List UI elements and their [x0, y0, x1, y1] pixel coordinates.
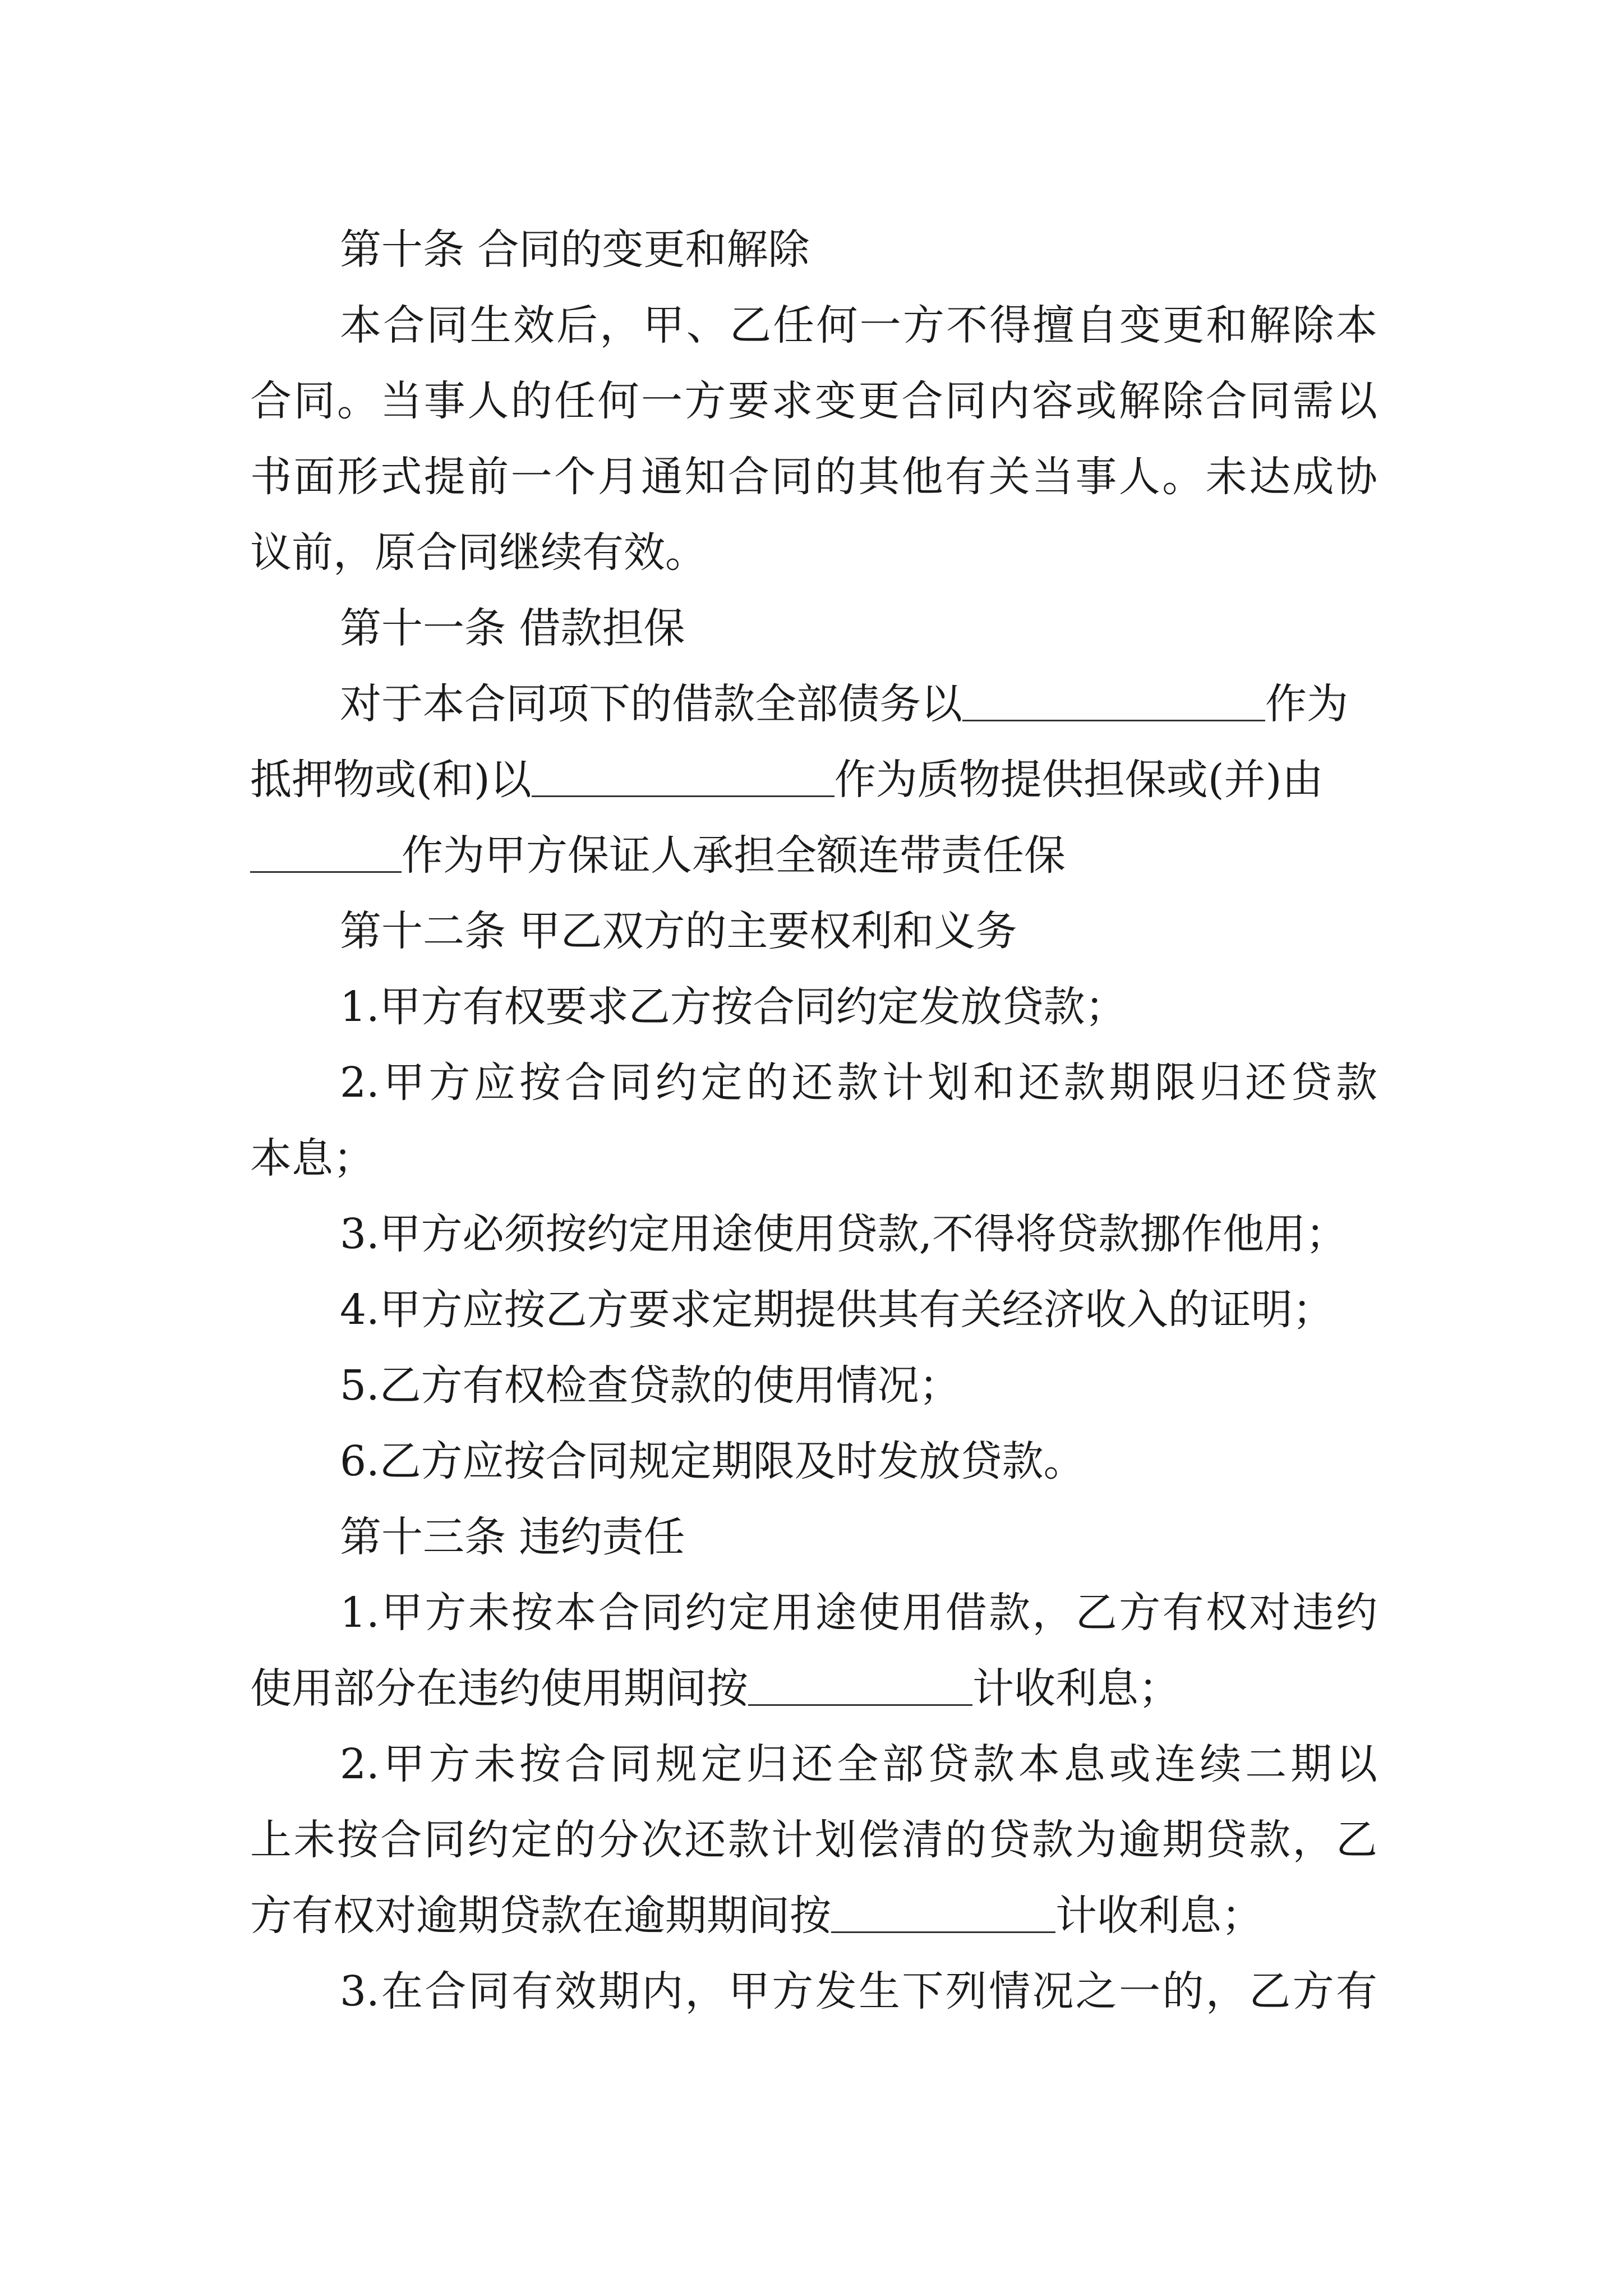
article-13-item-2-line-3: [250, 1878, 1263, 1954]
article-13-item-1-line-1: 1.甲方未按本合同约定用途使用借款，乙方有权对违约: [340, 1589, 1377, 1637]
text-segment: 作为质物提供担保或(并)由: [834, 756, 1324, 804]
text-segment: 计收利息；: [972, 1664, 1180, 1713]
text-segment: 作为甲方保证人承担全额连带责任保: [402, 831, 1066, 880]
article-12-item-6: 6.乙方应按合同规定期限及时发放贷款。: [340, 1437, 1085, 1485]
text-segment: 对于本合同项下的借款全部债务以: [340, 680, 962, 728]
article-12-item-5: 5.乙方有权检查贷款的使用情况；: [340, 1361, 961, 1410]
article-12-item-4: 4.甲方应按乙方要求定期提供其有关经济收入的证明；: [340, 1286, 1334, 1334]
article-10-paragraph-line-4: 议前，原合同继续有效。: [250, 528, 707, 577]
article-11-heading: 第十一条 借款担保: [340, 604, 685, 652]
article-12-item-2-line-1: 2.甲方应按合同约定的还款计划和还款期限归还贷款: [340, 1059, 1377, 1107]
article-10-paragraph-line-2: 合同。当事人的任何一方要求变更合同内容或解除合同需以: [250, 377, 1377, 425]
fill-in-blank: [748, 1665, 972, 1706]
text-segment: 作为: [1265, 680, 1348, 728]
text-segment: 计收利息；: [1055, 1892, 1263, 1940]
text-segment: 使用部分在违约使用期间按: [250, 1664, 748, 1713]
fill-in-blank: [831, 1892, 1055, 1933]
article-12-item-1: 1.甲方有权要求乙方按合同约定发放贷款；: [340, 983, 1127, 1031]
article-13-item-3-line-1: 3.在合同有效期内，甲方发生下列情况之一的，乙方有: [340, 1967, 1377, 2016]
text-segment: 抵押物或(和)以: [250, 756, 532, 804]
article-13-item-2-line-1: 2.甲方未按合同规定归还全部贷款本息或连续二期以: [340, 1740, 1377, 1788]
article-13-heading: 第十三条 违约责任: [340, 1513, 685, 1561]
article-13-item-1-line-2: [250, 1651, 1180, 1727]
fill-in-blank: [962, 680, 1265, 721]
article-11-paragraph-line-2: [250, 742, 1324, 818]
text-segment: 方有权对逾期贷款在逾期期间按: [250, 1892, 831, 1940]
fill-in-blank: [532, 756, 834, 797]
article-12-heading: 第十二条 甲乙双方的主要权利和义务: [340, 907, 1017, 955]
article-10-paragraph-line-3: 书面形式提前一个月通知合同的其他有关当事人。未达成协: [250, 453, 1377, 501]
article-12-item-2-line-2: 本息；: [250, 1134, 375, 1182]
article-10-heading: 第十条 合同的变更和解除: [340, 226, 810, 274]
article-11-paragraph-line-1: [340, 666, 1348, 742]
article-11-paragraph-line-3: [250, 818, 1066, 894]
article-12-item-3: 3.甲方必须按约定用途使用贷款,不得将贷款挪作他用；: [340, 1210, 1348, 1258]
article-10-paragraph-line-1: 本合同生效后，甲、乙任何一方不得擅自变更和解除本: [340, 301, 1377, 349]
article-13-item-2-line-2: 上未按合同约定的分次还款计划偿清的贷款为逾期贷款，乙: [250, 1816, 1377, 1864]
fill-in-blank: [250, 832, 402, 873]
